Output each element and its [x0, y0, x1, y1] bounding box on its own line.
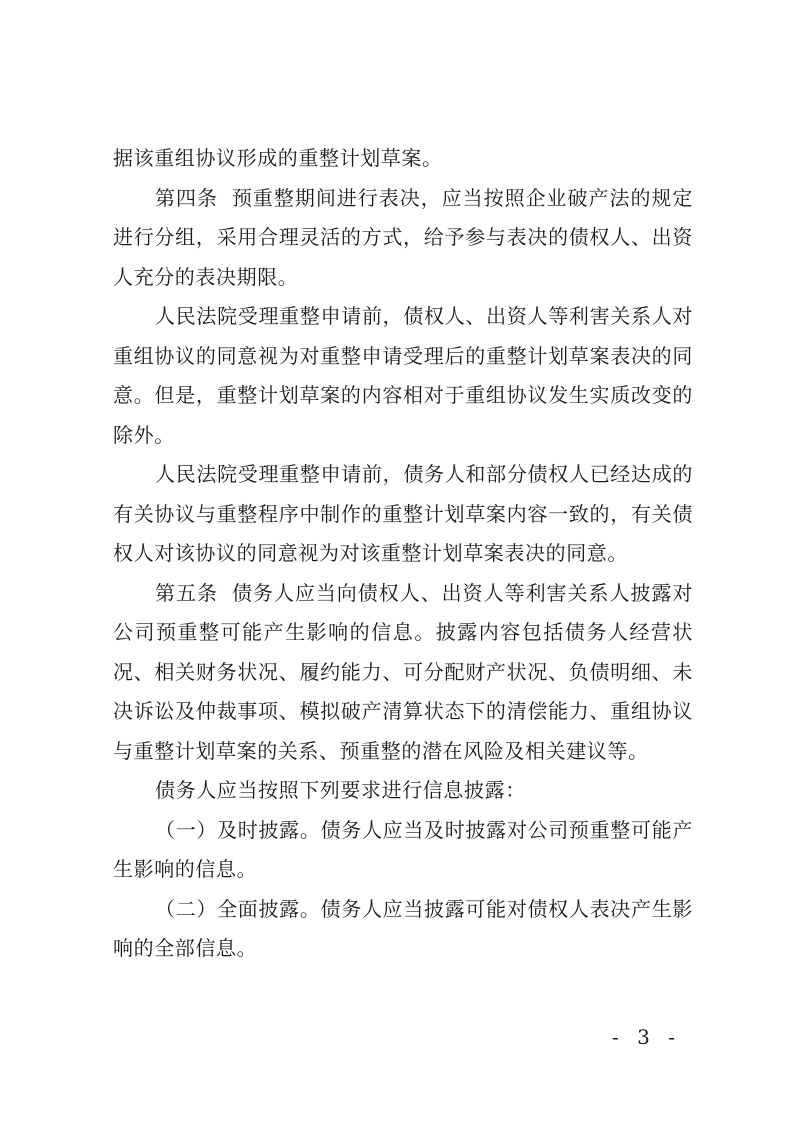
article-number: 第四条: [155, 185, 218, 210]
paragraph-text: 人民法院受理重整申请前，债务人和部分债权人已经达成的有关协议与重整程序中制作的重整计划草案内容一致的，有关债权人对该协议的同意视为对该重整计划草案表决的同意。: [113, 462, 693, 565]
paragraph-text: （一）及时披露。债务人应当及时披露对公司预重整可能产生影响的信息。: [113, 817, 693, 881]
paragraph-article-5: [113, 574, 693, 772]
paragraph-disclosure-requirements: [113, 771, 693, 811]
document-body: [113, 139, 693, 969]
paragraph-item-2: [113, 890, 693, 969]
paragraph-text: 据该重组协议形成的重整计划草案。: [113, 146, 443, 170]
paragraph-text: 债务人应当按照下列要求进行信息披露：: [155, 778, 526, 802]
paragraph-partial-creditors-agreement: [113, 455, 693, 574]
paragraph-text: （二）全面披露。债务人应当披露可能对债权人表决产生影响的全部信息。: [113, 896, 693, 960]
page-number: - 3 -: [612, 1025, 681, 1049]
article-number: 第五条: [155, 580, 218, 605]
paragraph-continuation: [113, 139, 693, 179]
paragraph-text: 人民法院受理重整申请前，债权人、出资人等利害关系人对重组协议的同意视为对重整申请受理后的重整计划草案表决的同意。但是，重整计划草案的内容相对于重组协议发生实质改变的除外。: [113, 304, 693, 447]
paragraph-text: 债务人应当向债权人、出资人等利害关系人披露对公司预重整可能产生影响的信息。披露内容包括债务人经营状况、相关财务状况、履约能力、可分配财产状况、负债明细、未决诉讼及仲裁事项、模拟破产清算状态下的清偿能力、重组协议与重整计划草案的关系、预重整的潜在风险及相关建议等。: [113, 580, 693, 763]
paragraph-consent-before-acceptance: [113, 297, 693, 455]
paragraph-article-4: [113, 179, 693, 298]
paragraph-text: 预重整期间进行表决，应当按照企业破产法的规定进行分组，采用合理灵活的方式，给予参与表决的债权人、出资人充分的表决期限。: [113, 185, 693, 289]
paragraph-item-1: [113, 811, 693, 890]
